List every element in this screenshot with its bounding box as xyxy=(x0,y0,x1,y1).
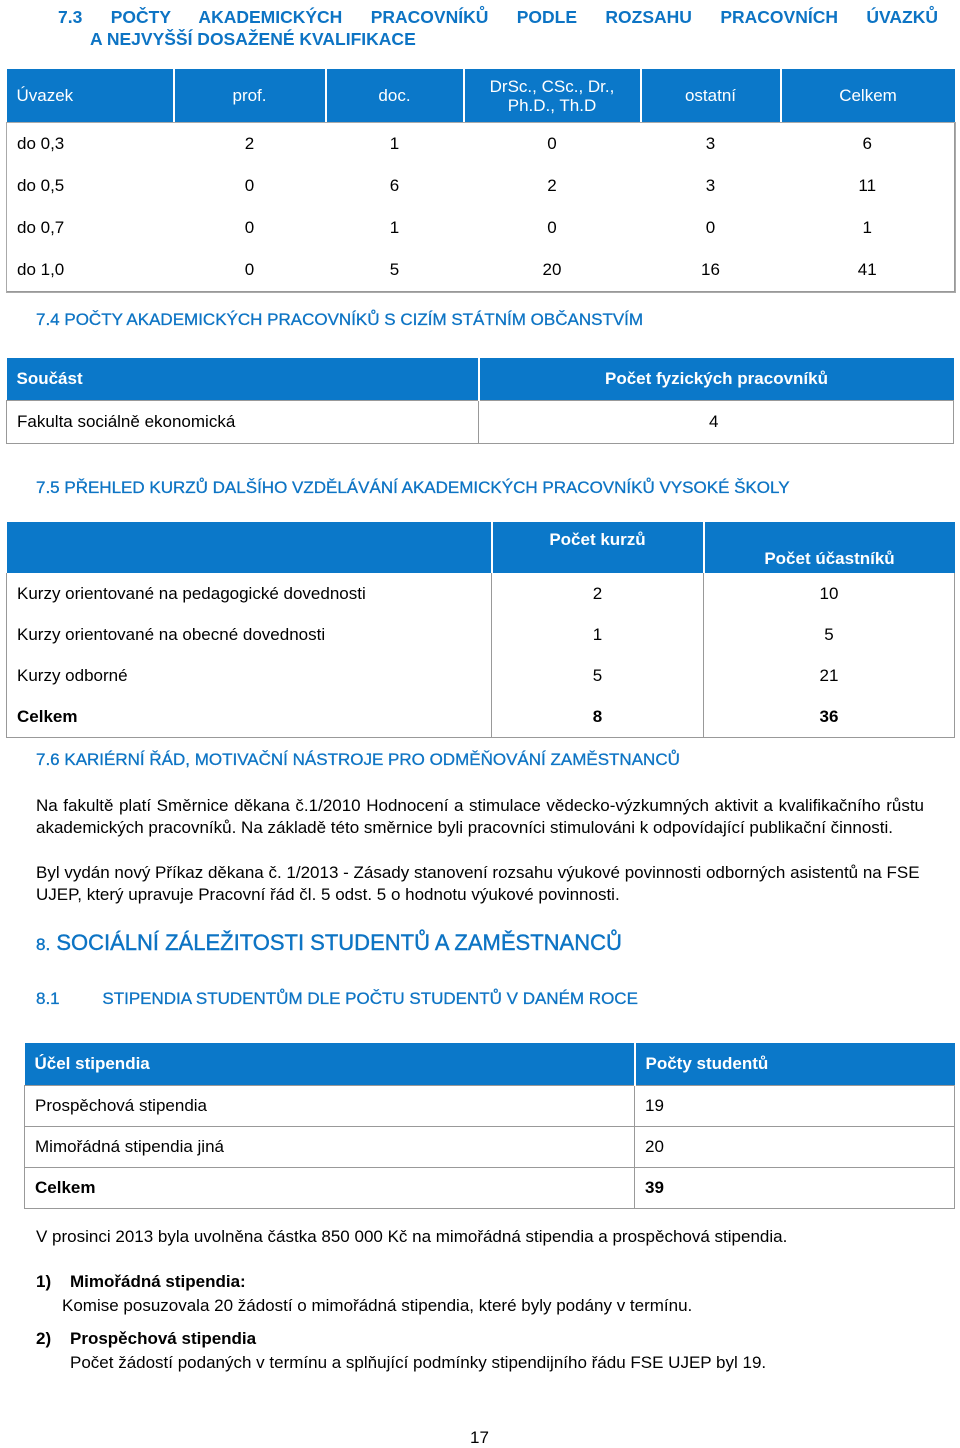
list-item-1-number: 1) xyxy=(36,1272,52,1291)
cell: Mimořádná stipendia jiná xyxy=(25,1127,635,1168)
table-row xyxy=(25,1127,955,1168)
section-8-1-number: 8.1 xyxy=(36,989,60,1008)
cell: Fakulta sociálně ekonomická xyxy=(7,401,479,444)
list-item-2 xyxy=(36,1327,766,1375)
table-stipends xyxy=(24,1043,955,1209)
cell: 0 xyxy=(174,249,326,292)
table-courses xyxy=(6,522,955,738)
cell: 21 xyxy=(704,655,955,696)
cell: 0 xyxy=(547,134,557,153)
cell: 0 xyxy=(244,218,255,237)
cell: 1 xyxy=(781,207,955,249)
page-number: 17 xyxy=(470,1428,489,1447)
cell: 16 xyxy=(641,249,781,292)
col-header-drsc-line2: Ph.D., Th.D xyxy=(507,96,597,115)
cell: 36 xyxy=(704,696,955,738)
cell: 41 xyxy=(781,249,955,292)
col-header-drsc-line1: DrSc., CSc., Dr., xyxy=(489,77,615,96)
section-7-5-title: 7.5 PŘEHLED KURZŮ DALŠÍHO VZDĚLÁVÁNÍ AKADEMICKÝCH PRACOVNÍKŮ VYSOKÉ ŠKOLY xyxy=(36,478,790,497)
cell: 2 xyxy=(492,573,704,614)
table-row xyxy=(7,207,955,249)
table-row xyxy=(7,573,955,614)
section-8-1-title-text: STIPENDIA STUDENTŮM DLE POČTU STUDENTŮ V DANÉM ROCE xyxy=(102,989,638,1008)
col-header-ostatni: ostatní xyxy=(641,69,781,123)
cell: 4 xyxy=(479,401,954,444)
cell: 5 xyxy=(704,614,955,655)
cell: 3 xyxy=(705,134,716,153)
section-7-6-para2: Byl vydán nový Příkaz děkana č. 1/2013 - Zásady stanovení rozsahu výukové povinnosti odborných asistentů na FSE UJEP, který upravuje Pracovní řád čl. 5 odst. 5 o hodnotu výukové povinnosti. xyxy=(36,863,920,904)
table-row xyxy=(7,614,955,655)
section-8-title xyxy=(36,929,622,959)
col-header-doc: doc. xyxy=(326,69,464,123)
cell: do 1,0 xyxy=(7,249,174,292)
col-header-celkem: Celkem xyxy=(781,69,955,123)
cell: 19 xyxy=(635,1086,955,1127)
col-header-uvazek: Úvazek xyxy=(7,69,174,123)
table-row xyxy=(7,165,955,207)
cell: 6 xyxy=(389,176,400,195)
col-header-prof: prof. xyxy=(174,69,326,123)
cell: do 0,3 xyxy=(7,123,174,165)
cell: Kurzy odborné xyxy=(7,655,492,696)
table-row xyxy=(7,401,954,444)
cell: 20 xyxy=(635,1127,955,1168)
cell: Kurzy orientované na pedagogické dovednosti xyxy=(7,573,492,614)
table-row-total xyxy=(7,696,955,738)
col-header-blank xyxy=(7,522,492,573)
list-item-1 xyxy=(36,1270,692,1318)
table-row xyxy=(7,655,955,696)
cell: 1 xyxy=(389,218,400,237)
list-item-1-title: Mimořádná stipendia: xyxy=(70,1272,246,1291)
col-header-pocty: Počty studentů xyxy=(635,1043,955,1086)
cell: Celkem xyxy=(25,1168,635,1209)
section-8-title-text: SOCIÁLNÍ ZÁLEŽITOSTI STUDENTŮ A ZAMĚSTNANCŮ xyxy=(56,930,622,955)
cell: 3 xyxy=(705,176,716,195)
section-8-number: 8. xyxy=(36,935,51,954)
cell: 11 xyxy=(781,165,955,207)
cell: 2 xyxy=(244,134,255,153)
cell: 1 xyxy=(492,614,704,655)
section-7-6-para1: Na fakultě platí Směrnice děkana č.1/2010 Hodnocení a stimulace vědecko-výzkumných aktivit a kvalifikačního růstu akademických pracovníků. Na základě této směrnice byli pracovníci stimulováni k odpovídající publikační činnosti. xyxy=(36,796,924,837)
cell: 2 xyxy=(547,176,557,195)
cell: 39 xyxy=(635,1168,955,1209)
cell: 20 xyxy=(464,249,641,292)
list-item-2-text: Počet žádostí podaných v termínu a splňující podmínky stipendijního řádu FSE UJEP byl 19. xyxy=(70,1353,767,1372)
cell: 10 xyxy=(704,573,955,614)
list-item-2-title: Prospěchová stipendia xyxy=(70,1329,257,1348)
list-item-1-text: Komise posuzovala 20 žádostí o mimořádná stipendia, které byly podány v termínu. xyxy=(62,1296,693,1315)
table-row xyxy=(7,249,955,292)
col-header-soucast: Součást xyxy=(7,358,479,401)
cell: 6 xyxy=(781,123,955,165)
col-header-pocet-ucastniku: Počet účastníků xyxy=(704,522,955,573)
cell: 0 xyxy=(547,218,557,237)
table-foreign-staff xyxy=(6,358,954,444)
cell: Prospěchová stipendia xyxy=(25,1086,635,1127)
table-row xyxy=(7,123,955,165)
cell: Kurzy orientované na obecné dovednosti xyxy=(7,614,492,655)
col-header-pocet-kurzu: Počet kurzů xyxy=(492,522,704,573)
table-workload-qualification xyxy=(6,69,955,292)
cell: 8 xyxy=(492,696,704,738)
list-item-2-number: 2) xyxy=(36,1329,52,1348)
section-7-6-title: 7.6 KARIÉRNÍ ŘÁD, MOTIVAČNÍ NÁSTROJE PRO ODMĚŇOVÁNÍ ZAMĚSTNANCŮ xyxy=(36,750,680,769)
section-8-1-note: V prosinci 2013 byla uvolněna částka 850 000 Kč na mimořádná stipendia a prospěchová stipendia. xyxy=(36,1227,788,1246)
section-8-1-title xyxy=(36,988,638,1010)
cell: 5 xyxy=(326,249,464,292)
cell: Celkem xyxy=(7,696,492,738)
col-header-drsc xyxy=(464,69,641,123)
cell: 0 xyxy=(244,176,255,195)
section-7-3-title xyxy=(58,6,938,28)
cell: 1 xyxy=(389,134,400,153)
cell: 5 xyxy=(492,655,704,696)
section-7-3-title-line1: 7.3 POČTY AKADEMICKÝCH PRACOVNÍKŮ PODLE ROZSAHU PRACOVNÍCH ÚVAZKŮ xyxy=(58,7,938,27)
cell: do 0,5 xyxy=(7,165,174,207)
section-7-3-title-line2: A NEJVYŠŠÍ DOSAŽENÉ KVALIFIKACE xyxy=(90,29,416,49)
col-header-ucel: Účel stipendia xyxy=(25,1043,635,1086)
table-row-total xyxy=(25,1168,955,1209)
col-header-pocet-fyzickych: Počet fyzických pracovníků xyxy=(479,358,954,401)
cell: do 0,7 xyxy=(7,207,174,249)
section-7-4-title: 7.4 POČTY AKADEMICKÝCH PRACOVNÍKŮ S CIZÍM STÁTNÍM OBČANSTVÍM xyxy=(36,310,644,329)
table-row xyxy=(25,1086,955,1127)
cell: 0 xyxy=(705,218,716,237)
